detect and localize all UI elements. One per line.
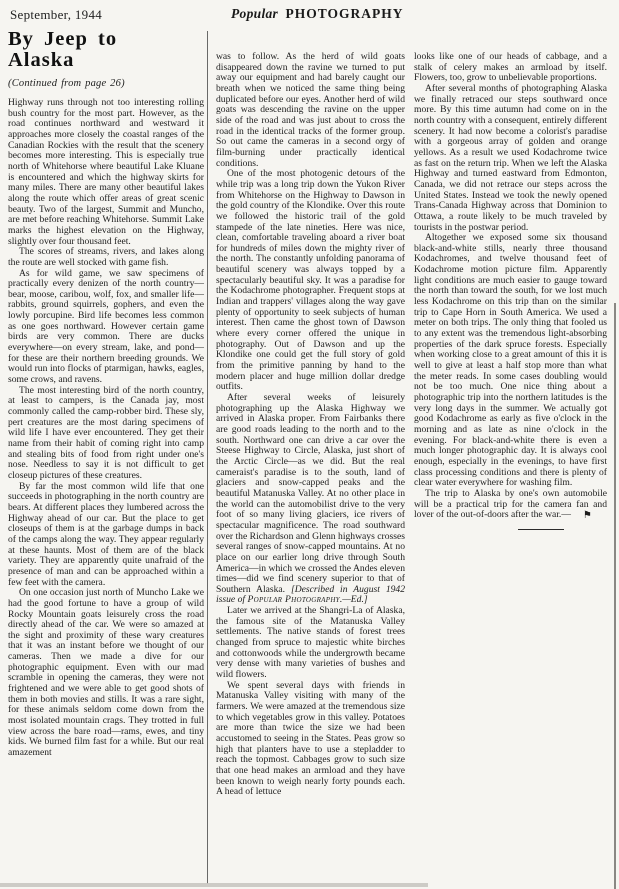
paragraph: As for wild game, we saw specimens of practically every denizen of the north country—bear, moose, caribou, wolf, fox, and smaller life—rabbits, ground squirrels, gophers, and even the lowly porcupine. Bird life becomes less common as one goes northward. However certain game birds are very common. There are ducks everywhere—on every stream, lake, and pond—for these are their northern breeding grounds. We would run into flocks of ptarmigan, hawks, eagles, some crows, and ravens.: [8, 267, 204, 386]
paragraph: The most interesting bird of the north country, at least to campers, is the Canada jay, most commonly called the camp-robber bird. These sly, pert creatures are the most daring specimens of wild life I have ever encountered. They get their name from their habit of coming right into camp and stealing bits of food from right under one's nose. Needless to say it is not difficult to get closeup pictures of these creatures.: [8, 384, 204, 481]
article-title-line1: By Jeep to: [8, 28, 118, 50]
magazine-title-caps: PHOTOGRAPHY: [285, 6, 404, 21]
end-of-article-rule: [518, 529, 564, 530]
continued-from-note: (Continued from page 26): [8, 78, 125, 89]
paragraph: Later we arrived at the Shangri-La of Alaska, the famous site of the Matanuska Valley settlements. The native stands of forest trees changed from spruce to majestic white birches and cottonwoods while the undergrowth became very dense with many varieties of bushes and wild flowers.: [216, 605, 405, 681]
paragraph: Altogether we exposed some six thousand black-and-white stills, nearly three thousand Kodachromes, and twelve thousand feet of Kodachrome motion picture film. Apparently light conditions are much easier to gauge toward the north than toward the south, for we lost much less Kodachrome on this trip than on the similar trip to Cape Horn in South America. We used a meter on both trips. The only thing that fooled us to any extent was the tremendous light-absorbing properties of the dark spruce forests. Especially when working close to a great amount of this it is well to give at least a half stop more than what the meter reads. In some cases doubling would not be too much. One nice thing about a photographic trip into the northern latitudes is the very long days in the summer. We actually got good Kodachrome as early as five o'clock in the morning and as late as nine o'clock in the evening. For black-and-white there is even a much longer photographic day. It is always cool enough, especially in the evenings, to have first class processing conditions and there is plenty of clear water everywhere for washing film.: [414, 232, 607, 489]
column-divider-rule: [207, 31, 208, 884]
page-edge-line: [614, 303, 616, 889]
paragraph: was to follow. As the herd of wild goats disappeared down the ravine we turned to put away our equipment and had barely caught our breath when we noticed the same thing being duplicated before our eyes. Another herd of wild goats was descending the ravine on the upper side of the road and was just about to cross the road in the identical tracks of the former group. So out came the cameras in a second orgy of film-burning under practically identical conditions.: [216, 51, 405, 169]
editor-note-magazine: Popular Photography: [247, 594, 340, 606]
column-2: [216, 52, 405, 798]
issue-date: September, 1944: [10, 7, 103, 22]
article-title: [8, 29, 204, 71]
page-bottom-shadow: [0, 883, 428, 887]
paragraph: looks like one of our heads of cabbage, and a stalk of celery makes an armload by itself. Flowers, too, grow to unbelievable proportions.: [414, 51, 607, 84]
article-title-line2: Alaska: [8, 49, 75, 71]
paragraph: Highway runs through not too interesting rolling bush country for the most part. However, as the road continues northward and westward it approaches more closely the coastal ranges of the Canadian Rockies with the result that the scenery becomes more interesting. This is especially true north of Whitehorse where beautiful Lake Kluane is encountered and which the highway skirts for many miles. There are many other beautiful lakes along the route which offer areas of great scenic beauty. Two of the largest, Summit and Muncho, are met before reaching Whitehorse. Summit Lake marks the highest elevation on the Highway, slightly over four thousand feet.: [8, 97, 204, 247]
column-1: [8, 29, 204, 759]
magazine-title: [231, 6, 404, 22]
column-1-text: [8, 98, 204, 759]
magazine-title-italic: Popular: [231, 6, 279, 21]
editor-note-post: .—Ed.]: [339, 594, 368, 606]
paragraph: By far the most common wild life that one succeeds in photographing in the north country are bears. At different places they lumbered across the Highway ahead of our car. But the place to get closeups of them is at the garbage dumps in back of the camps along the way. They appear regularly at these haunts. Most of them are of the black variety. They are apparently quite unafraid of the presence of man and can be approached within a few feet with the camera.: [8, 480, 204, 588]
paragraph: On one occasion just north of Muncho Lake we had the good fortune to have a group of wild Rocky Mountain goats leisurely cross the road directly ahead of the car. We were so amazed at the sight and proximity of these wary creatures that it was an instant before we thought of our cameras. Then we made a dive for our photographic equipment. Even with our mad scramble in opening the cameras, they were not frightened and we were able to get good shots of them in both movies and stills. It was a rare sight, for these animals seldom come down from the most isolated mountain crags. They trotted in full view across the bare road—rams, ewes, and tiny kids. We burned film fast for a while. But our real amazement: [8, 587, 204, 759]
editor-note-pre: [Described in August 1942 issue of: [216, 583, 406, 606]
column-3: [414, 52, 607, 530]
paragraph: [414, 489, 607, 521]
paragraph: After several months of photographing Alaska we finally retraced our steps southward once more. By this time autumn had come on in the north country with a consequent, entirely different scenery. It had now become a colorist's paradise with a gorgeous array of golden and orange yellows. As a result we used Kodachrome twice as fast on the return trip. When we left the Alaska Highway and turned eastward from Edmonton, Canada, we did not retrace our steps across the United States. Instead we took the newly opened Trans-Canada Highway across that Dominion to Ottawa, a route likely to be much traveled by tourists in the postwar period.: [414, 82, 607, 233]
paragraph: [216, 393, 405, 606]
paragraph: One of the most photogenic detours of the while trip was a long trip down the Yukon River from Whitehorse on the Highway to Dawson in the gold country of the Klondike. Over this route we followed the historic trail of the gold stampede of the late nineties. Here was nice, clean, comfortable traveling aboard a river boat for hundreds of miles down the mighty river of the north. The constantly unfolding panorama of beautiful scenery was always topped by a spectacularly beautiful sky. It was a paradise for the Kodachrome photographer. Frequent stops at Indian and trappers' villages along the way gave plenty of opportunity to seek subjects of human interest. Then came the ghost town of Dawson where every corner offered the unique in photography. Out of Dawson and up the Klondike one could get the full story of gold from the primitive panning by hand to the modern placer and huge million dollar dredge outfits.: [216, 168, 405, 393]
paragraph-text: After several weeks of leisurely photographing up the Alaska Highway we arrived in Alaska proper. From Fairbanks there are good roads leading to the north and to the south. Northward one can drive a car over the Steese Highway to Circle, Alaska, just short of the Arctic Circle—as we did. But the real cameraist's paradise is to the south, land of glaciers and snow-capped peaks and the beautiful Matanuska Valley. At no other place in the world can the automobilist drive to the very foot of so many living glaciers, ice rivers of spectacular magnificence. The road southward over the Richardson and Glenn highways crosses several ranges of snow-capped mountains. At no place on our earlier long drive through South America—in which we crossed the Andes eleven times—did we find scenery superior to that of Southern Alaska.: [216, 392, 405, 595]
paragraph: We spent several days with friends in Matanuska Valley visiting with many of the farmers. We were amazed at the tremendous size to which vegetables grow in this valley. Potatoes are more than twice the size we had been accustomed to seeing in the States. Peas grow so high that planters have to use a stepladder to reach the topmost. Cabbages grow to such size that one head makes an armload and they have been known to weigh nearly forty pounds each. A head of lettuce: [216, 679, 405, 798]
paragraph: The scores of streams, rivers, and lakes along the route are well stocked with game fish.: [8, 246, 204, 268]
end-of-article-flag-icon: ⚑: [582, 510, 592, 522]
paragraph-text: The trip to Alaska by one's own automobile will be a practical trip for the camera fan and lover of the out-of-doors after the war.—: [414, 487, 607, 521]
